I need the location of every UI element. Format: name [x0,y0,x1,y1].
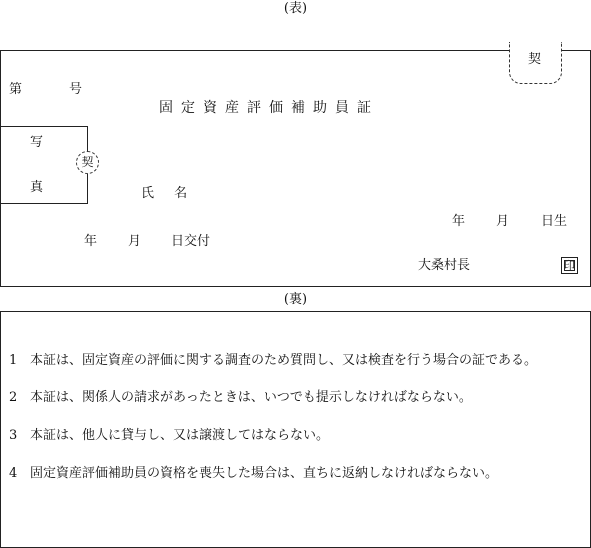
number-suffix: 号 [69,82,83,97]
number-prefix: 第 [9,82,23,97]
item-text: 本証は、固定資産の評価に関する調査のため質問し、又は検査を行う場合の証である。 [30,353,538,368]
item-text: 本証は、他人に貸与し、又は譲渡してはならない。 [30,428,330,443]
issue-month-label: 月 [128,234,142,249]
issue-day-label: 日交付 [171,234,211,249]
birth-month-label: 月 [496,214,510,229]
birth-day-label: 日生 [541,214,568,229]
item-text: 本証は、関係人の請求があったときは、いつでも提示しなければならない。 [30,390,472,405]
official-stamp: 印 [561,257,578,274]
seal-circle: 契 [76,151,99,174]
photo-box [0,126,88,204]
photo-label-bottom: 真 [30,180,44,195]
front-section-label: (表) [283,1,308,16]
card-title: 固定資産評価補助員証 [159,100,379,116]
photo-label-top: 写 [30,135,44,150]
item-number: 3 [9,428,18,443]
issuer-name: 大桑村長 [418,258,471,273]
birth-year-label: 年 [452,214,466,229]
item-number: 2 [9,390,18,405]
issue-year-label: 年 [84,234,98,249]
list-item [9,386,472,405]
item-number: 4 [9,466,18,481]
name-label: 氏 名 [141,186,196,201]
list-item [9,424,329,443]
back-section-label: (裏) [283,292,308,307]
list-item [9,349,537,368]
item-text: 固定資産評価補助員の資格を喪失した場合は、直ちに返納しなければならない。 [30,466,499,481]
item-number: 1 [9,353,18,368]
seal-tab-char: 契 [528,52,542,67]
seal-tab [509,42,562,84]
list-item [9,462,498,481]
